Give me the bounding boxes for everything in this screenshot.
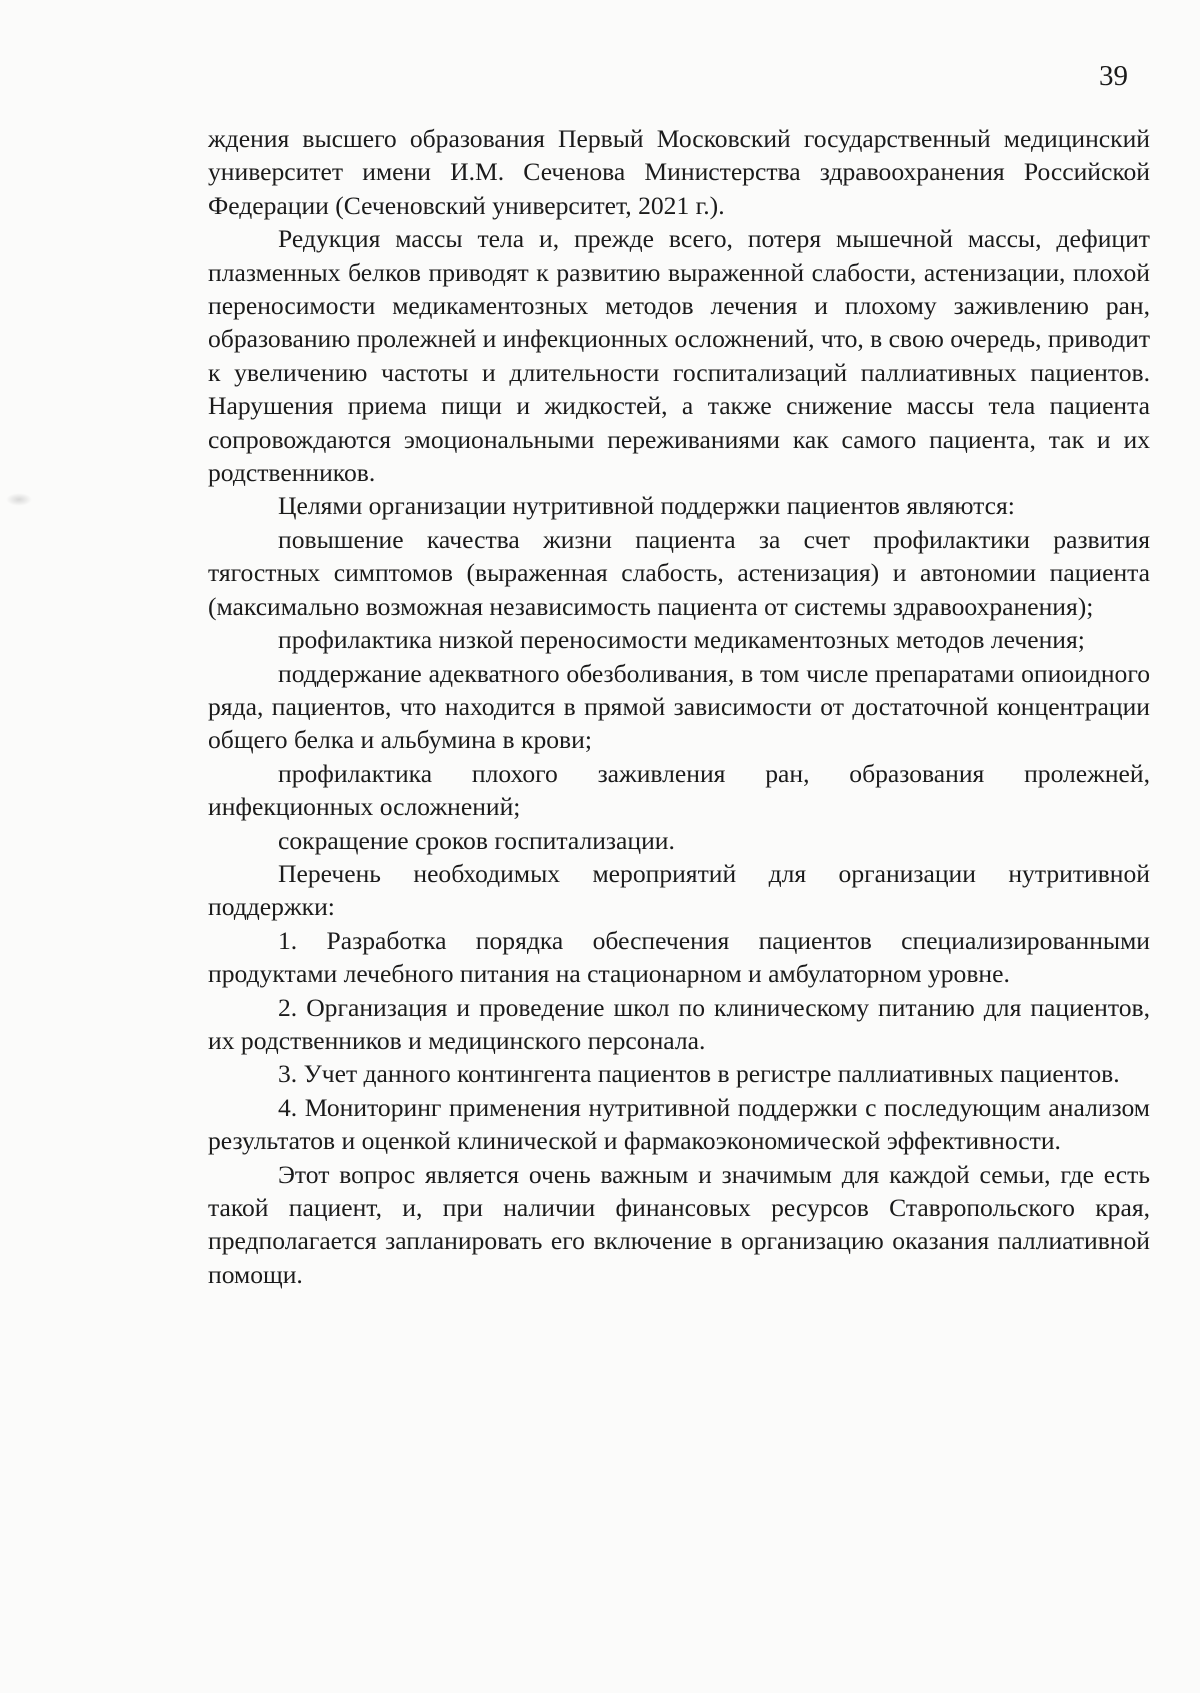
paragraph-measures-intro: Перечень необходимых мероприятий для организации нутритивной поддержки: (208, 858, 1150, 922)
scan-speck (6, 493, 32, 506)
paragraph-continuation: ждения высшего образования Первый Московский государственный медицинский университет имени И.М. Сеченова Министерства здравоохранения Российской Федерации (Сеченовский университет, 2021 г.). (208, 124, 1150, 220)
goal-item-wound-healing: профилактика плохого заживления ран, образования пролежней, инфекционных осложнений; (208, 758, 1150, 822)
page-body-text (208, 122, 1150, 1291)
goal-item-drug-tolerance: профилактика низкой переносимости медикаментозных методов лечения; (278, 625, 1085, 655)
measure-item-3: 3. Учет данного контингента пациентов в регистре паллиативных пациентов. (278, 1059, 1120, 1089)
paragraph-conclusion: Этот вопрос является очень важным и значимым для каждой семьи, где есть такой пациент, и, при наличии финансовых ресурсов Ставропольского края, предполагается запланировать его включение в организацию оказания паллиативной помощи. (208, 1159, 1150, 1289)
measure-item-1: 1. Разработка порядка обеспечения пациентов специализированными продуктами лечебного питания на стационарном и амбулаторном уровне. (208, 925, 1150, 989)
goal-item-pain-relief: поддержание адекватного обезболивания, в том числе препаратами опиоидного ряда, пациентов, что находится в прямой зависимости от достаточной концентрации общего белка и альбумина в крови; (208, 658, 1150, 755)
paragraph-goals-intro: Целями организации нутритивной поддержки пациентов являются: (278, 491, 1015, 521)
paragraph-weight-loss: Редукция массы тела и, прежде всего, потеря мышечной массы, дефицит плазменных белков приводят к развитию выраженной слабости, астенизации, плохой переносимости медикаментозных методов лечения и плохому заживлению ран, образованию пролежней и инфекционных осложнений, что, в свою очередь, приводит к увеличению частоты и длительности госпитализаций паллиативных пациентов. Нарушения приема пищи и жидкостей, а также снижение массы тела пациента сопровождаются эмоциональными переживаниями как самого пациента, так и их родственников. (208, 224, 1150, 488)
page-number: 39 (1099, 60, 1128, 92)
measure-item-2: 2. Организация и проведение школ по клиническому питанию для пациентов, их родственников и медицинского персонала. (208, 992, 1150, 1055)
measure-item-4: 4. Мониторинг применения нутритивной поддержки с последующим анализом результатов и оценкой клинической и фармакоэкономической эффективности. (208, 1092, 1150, 1156)
goal-item-hospitalization: сокращение сроков госпитализации. (278, 825, 675, 855)
goal-item-quality-of-life: повышение качества жизни пациента за счет профилактики развития тягостных симптомов (выраженная слабость, астенизация) и автономии пациента (максимально возможная независимость пациента от системы здравоохранения); (208, 524, 1150, 621)
